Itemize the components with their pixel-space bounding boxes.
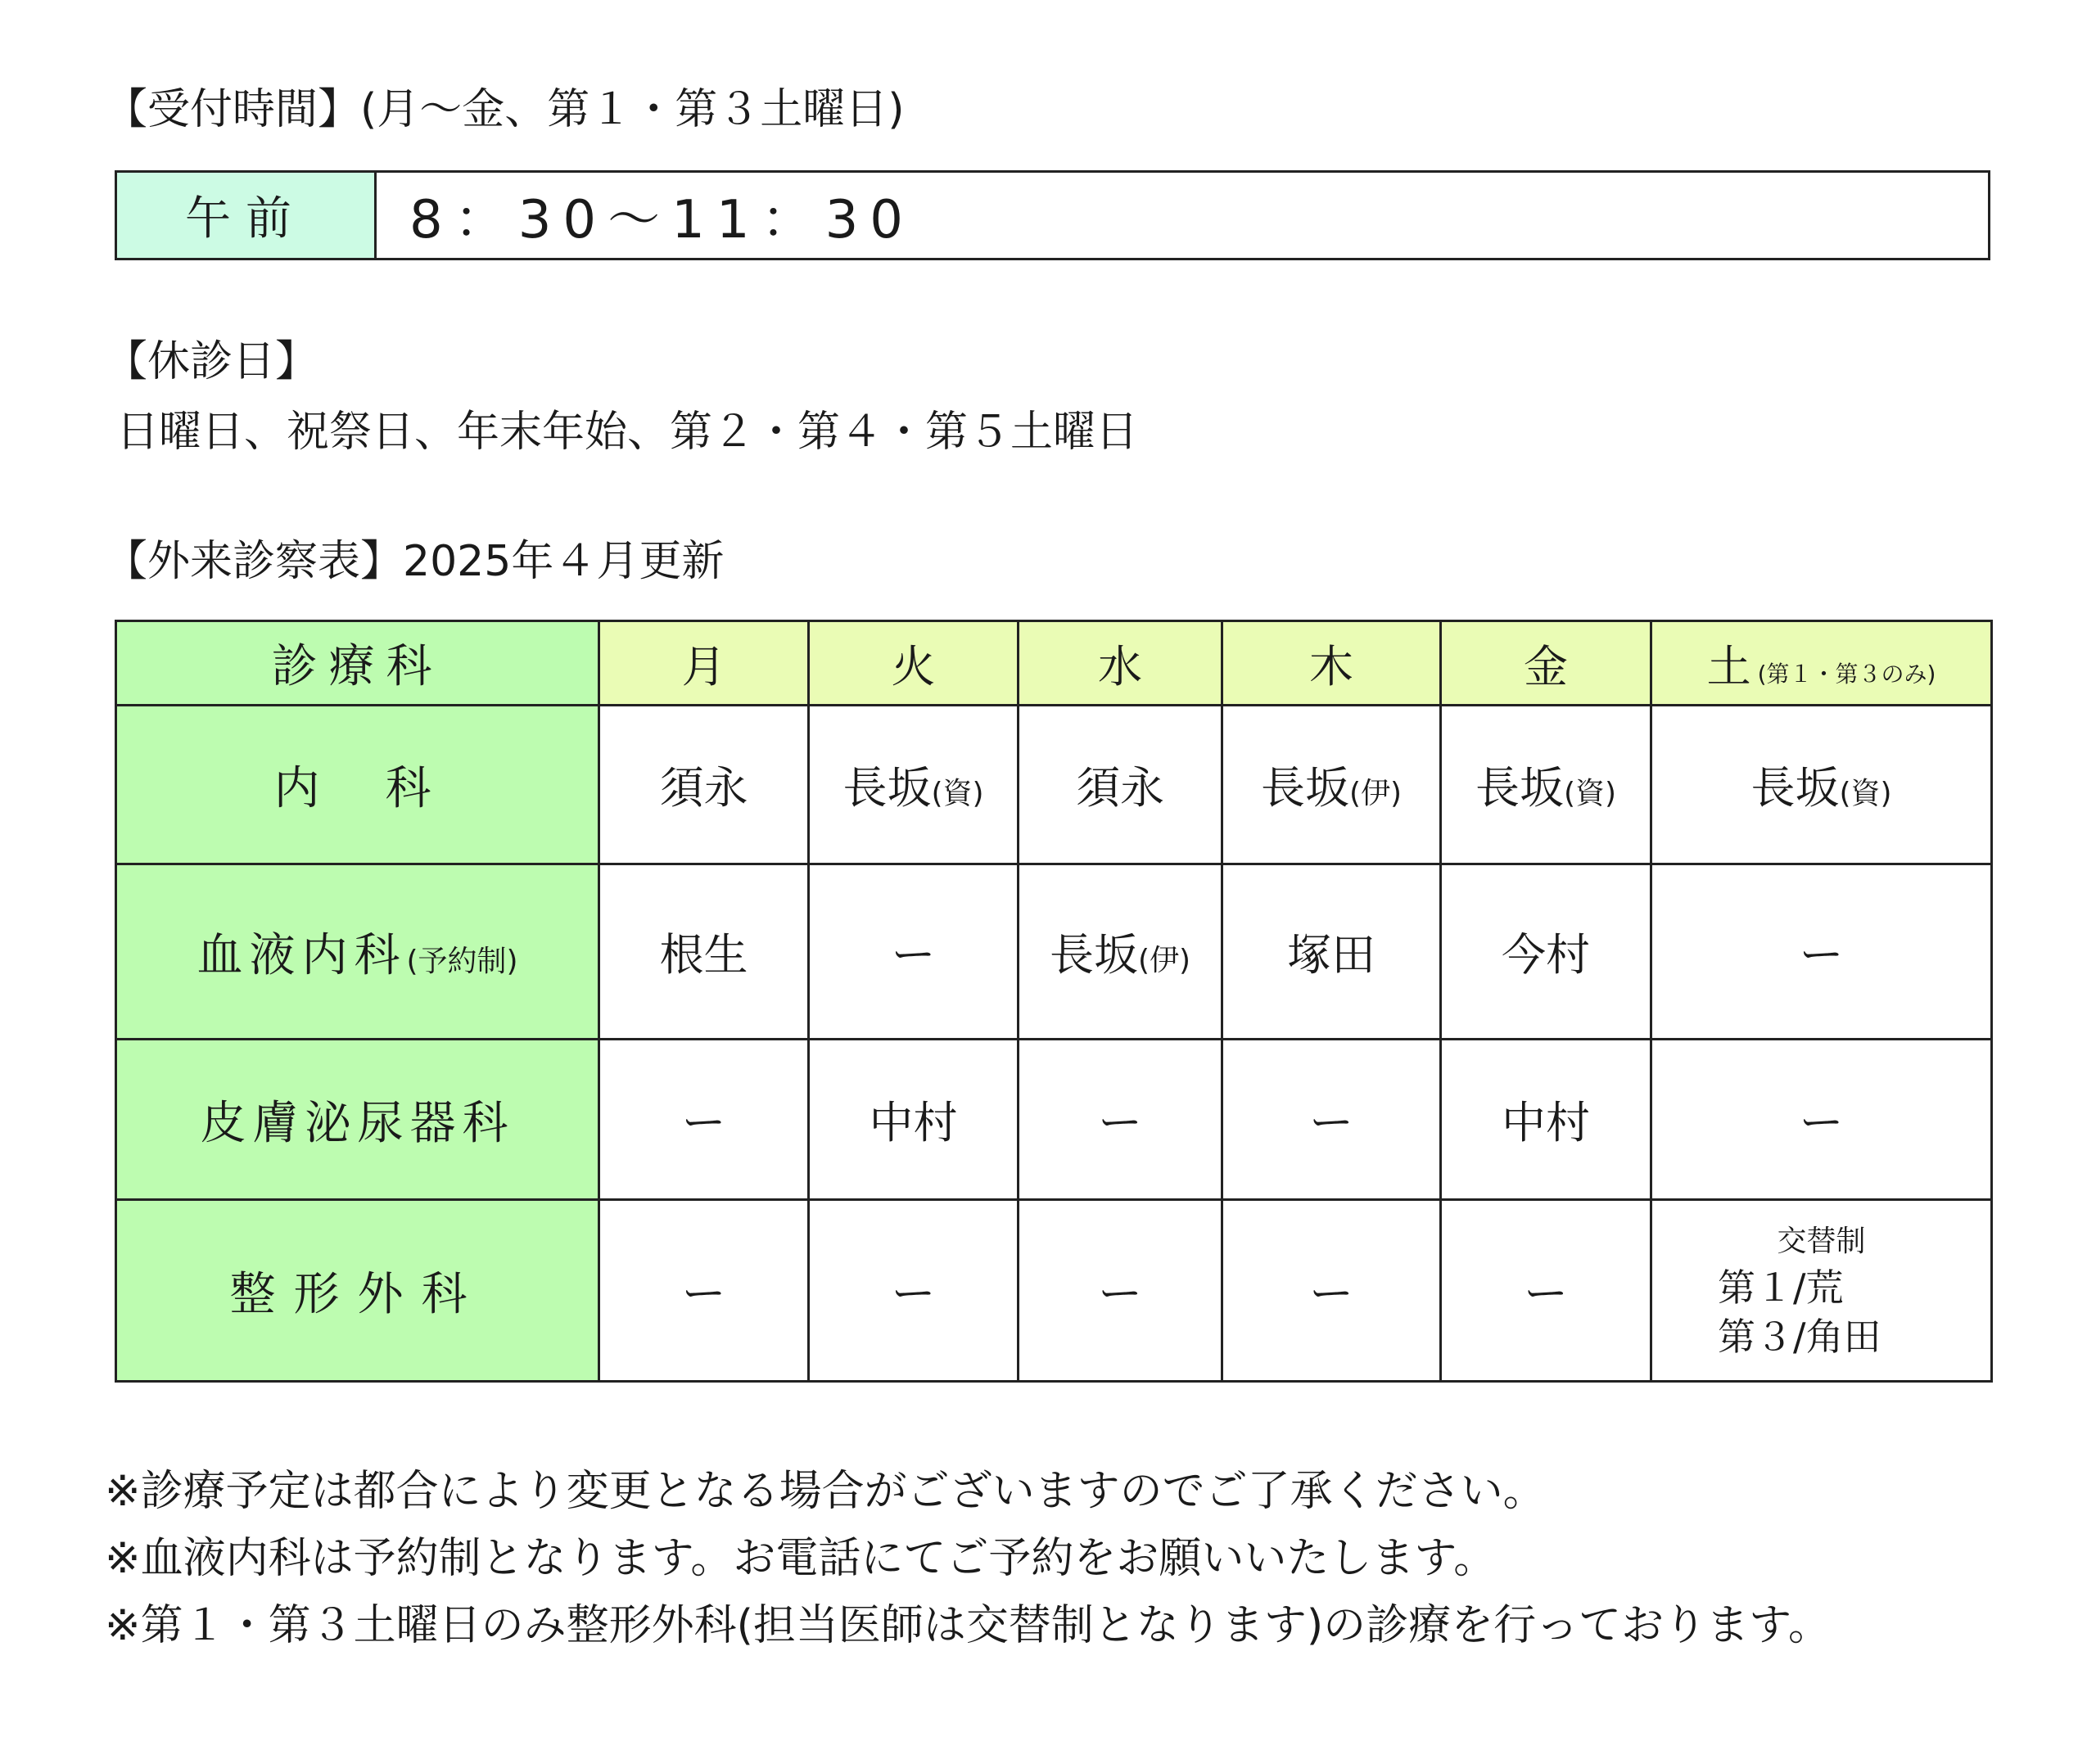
note-2: ※血液内科は予約制となります。お電話にてご予約をお願いいたします。: [105, 1534, 1497, 1583]
schedule-cell: 塚田: [1222, 864, 1441, 1040]
schedule-cell: ー: [1441, 1200, 1651, 1382]
hours-label: 午前: [117, 173, 377, 258]
schedule-cell: ー: [1651, 1040, 1992, 1200]
dept-internal-medicine: 内 科: [116, 706, 599, 864]
dept-dermatology-urology: 皮膚泌尿器科: [116, 1040, 599, 1200]
sat-note: (第１・第３のみ): [1757, 660, 1936, 688]
table-row: [116, 864, 1992, 1040]
closed-days: 日曜日、祝祭日、年末年始、第２・第４・第５土曜日: [116, 408, 1139, 457]
schedule-table: [115, 620, 1993, 1383]
schedule-cell: ー: [809, 1200, 1019, 1382]
schedule-cell: 長坂(伊): [1019, 864, 1222, 1040]
schedule-cell: ー: [1222, 1200, 1441, 1382]
reception-heading: 【受付時間】(月～金、第１・第３土曜日): [105, 85, 905, 134]
schedule-cell: 中村: [809, 1040, 1019, 1200]
schedule-cell: ー: [1019, 1200, 1222, 1382]
rotation-line-1: 第１/荒: [1718, 1265, 1844, 1310]
day-header-thu: 木: [1222, 621, 1441, 706]
schedule-cell: 中村: [1441, 1040, 1651, 1200]
schedule-cell: ー: [1651, 864, 1992, 1040]
day-header-tue: 火: [809, 621, 1019, 706]
schedule-cell: 長坂(伊): [1222, 706, 1441, 864]
day-header-sat: [1651, 621, 1992, 706]
schedule-cell: 須永: [599, 706, 809, 864]
schedule-cell: 須永: [1019, 706, 1222, 864]
schedule-cell: ー: [1019, 1040, 1222, 1200]
schedule-cell: 根生: [599, 864, 809, 1040]
schedule-cell: 長坂(資): [1651, 706, 1992, 864]
table-row: [116, 1200, 1992, 1382]
note-3: ※第１・第３土曜日のみ整形外科(担当医師は交替制となります)の診療を行っております。: [105, 1601, 1831, 1650]
table-row: [116, 1040, 1992, 1200]
closed-heading: 【休診日】: [105, 337, 318, 386]
note-1: ※診療予定は都合により変更となる場合がございますのでご了承ください。: [105, 1467, 1546, 1516]
schedule-cell: ー: [599, 1200, 809, 1382]
dept-hematology: 血液内科(予約制): [116, 864, 599, 1040]
hours-value: 8：30〜11：30: [409, 190, 915, 250]
day-header-wed: 水: [1019, 621, 1222, 706]
rotation-title: 交替制: [1777, 1224, 1866, 1258]
dept-column-header: 診療科: [116, 621, 599, 706]
sat-label: 土: [1706, 640, 1751, 693]
schedule-cell: ー: [809, 864, 1019, 1040]
schedule-header-row: [116, 621, 1992, 706]
schedule-cell: 長坂(資): [809, 706, 1019, 864]
day-header-fri: 金: [1441, 621, 1651, 706]
saturday-rotation-cell: [1651, 1200, 1992, 1382]
table-row: [116, 706, 1992, 864]
dept-orthopedics: 整形外科: [116, 1200, 599, 1382]
rotation-line-2: 第３/角田: [1718, 1314, 1881, 1359]
reception-hours-box: [115, 170, 1990, 260]
day-header-mon: 月: [599, 621, 809, 706]
schedule-heading: 【外来診察表】2025年４月更新: [105, 537, 725, 586]
schedule-cell: 長坂(資): [1441, 706, 1651, 864]
schedule-cell: ー: [1222, 1040, 1441, 1200]
schedule-cell: ー: [599, 1040, 809, 1200]
schedule-cell: 今村: [1441, 864, 1651, 1040]
